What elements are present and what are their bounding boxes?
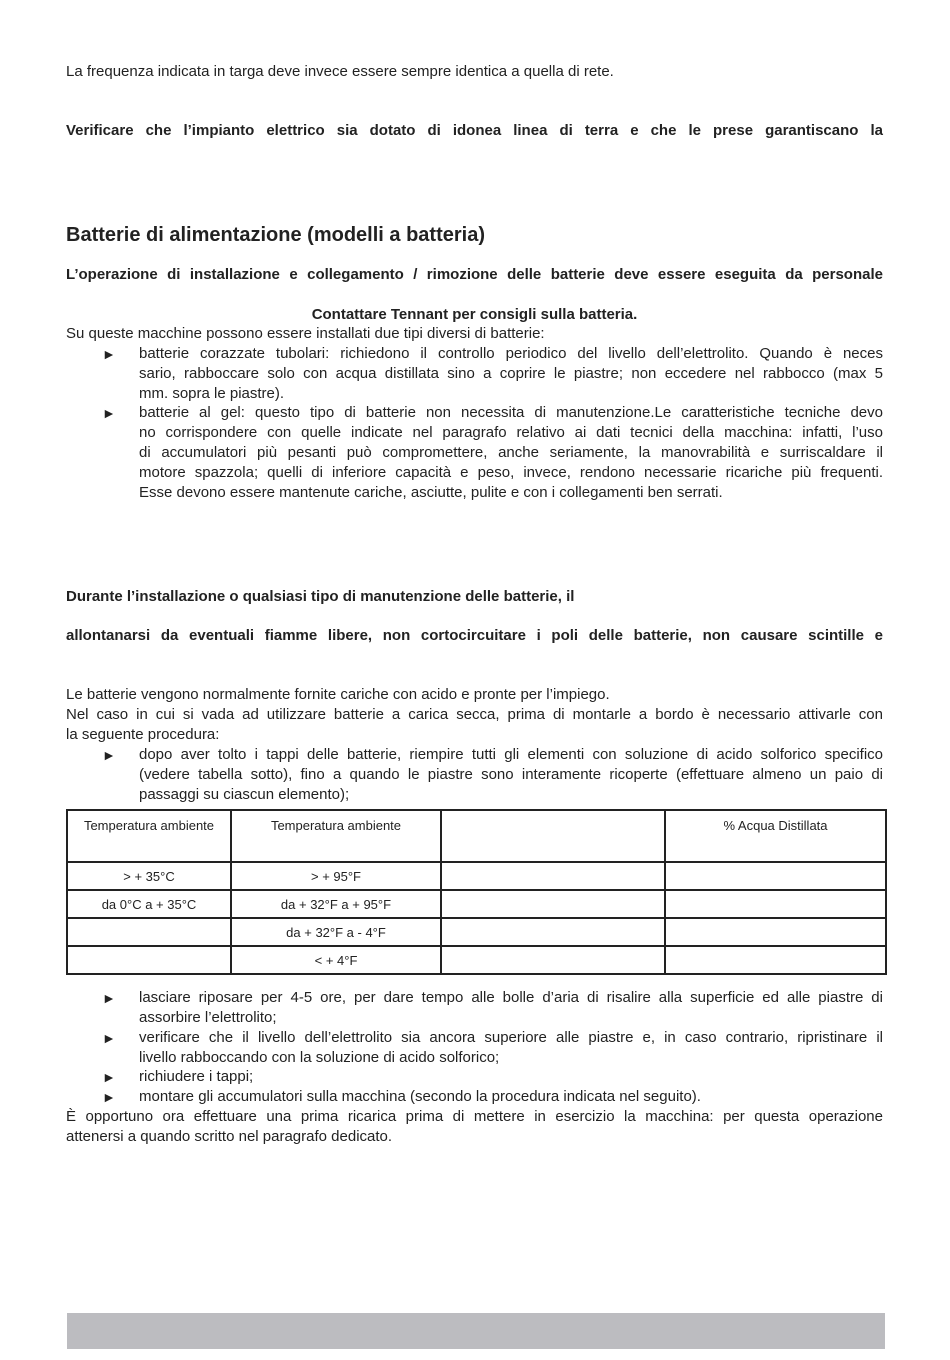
list-item <box>139 988 883 1028</box>
table-cell <box>665 946 886 974</box>
list-item <box>139 1087 883 1107</box>
bullet-icon: ► <box>102 990 116 1006</box>
footer-bar <box>67 1313 885 1349</box>
list-item <box>139 344 883 404</box>
table-cell <box>441 918 665 946</box>
table-cell <box>665 890 886 918</box>
table-cell <box>665 918 886 946</box>
list-item <box>139 745 883 805</box>
table-header-cell: Temperatura ambiente <box>67 810 231 862</box>
table-row <box>67 862 886 890</box>
list-item-line: passaggi su ciascun elemento); <box>139 786 350 803</box>
list-item-line: di accumulatori più pesanti può compromettere, anche seriamente, la manovrabilità e surriscaldare il <box>139 444 883 461</box>
paragraph-first-charge-cont: attenersi a quando scritto nel paragrafo dedicato. <box>66 1128 393 1145</box>
list-item-line: verificare che il livello dell’elettrolito sia ancora superiore alle piastre e, in caso contrario, ripristinare il <box>139 1029 883 1046</box>
paragraph-first-charge: È opportuno ora effettuare una prima ricarica prima di mettere in esercizio la macchina: per questa operazione <box>66 1108 883 1125</box>
table-cell <box>67 918 231 946</box>
paragraph-supplied-charged: Le batterie vengono normalmente fornite cariche con acido e pronte per l’impiego. <box>66 686 610 703</box>
list-item-line: richiudere i tappi; <box>139 1068 254 1085</box>
table-cell <box>441 946 665 974</box>
bullet-icon: ► <box>102 1089 116 1105</box>
paragraph-installation-staff: L’operazione di installazione e collegamento / rimozione delle batterie deve essere eseguita da personale <box>66 266 883 283</box>
bullet-icon: ► <box>102 1030 116 1046</box>
table-cell: > + 95°F <box>231 862 441 890</box>
table-cell <box>665 862 886 890</box>
list-item-line: sario, rabboccare solo con acqua distillata sino a coprire le piastre; non eccedere nel rabbocco (max 5 <box>139 365 883 382</box>
list-item <box>139 1028 883 1068</box>
table-cell <box>441 890 665 918</box>
list-item-line: mm. sopra le piastre). <box>139 385 285 402</box>
table-cell: da 0°C a + 35°C <box>67 890 231 918</box>
table-row <box>67 946 886 974</box>
bullet-icon: ► <box>102 747 116 763</box>
warning-line-1: Durante l’installazione o qualsiasi tipo di manutenzione delle batterie, il <box>66 588 575 605</box>
table-cell: > + 35°C <box>67 862 231 890</box>
paragraph-frequency: La frequenza indicata in targa deve invece essere sempre identica a quella di rete. <box>66 63 614 80</box>
list-item-line: livello rabboccando con la soluzione di acido solforico; <box>139 1049 500 1066</box>
bullet-icon: ► <box>102 405 116 421</box>
table-cell <box>67 946 231 974</box>
list-item <box>139 403 883 503</box>
list-item-line: (vedere tabella sotto), fino a quando le piastre sono interamente ricoperte (effettuare almeno un paio di <box>139 766 883 783</box>
battery-types-intro: Su queste macchine possono essere installati due tipi diversi di batterie: <box>66 325 545 342</box>
bullet-icon: ► <box>102 1069 116 1085</box>
list-item-line: batterie corazzate tubolari: richiedono il controllo periodico del livello dell’elettrolito. Quando è neces <box>139 345 883 362</box>
list-item-line: batterie al gel: questo tipo di batterie non necessita di manutenzione.Le caratteristiche tecniche devo <box>139 404 883 421</box>
table-row <box>67 918 886 946</box>
table-cell: da + 32°F a + 95°F <box>231 890 441 918</box>
table-cell <box>441 862 665 890</box>
paragraph-ground-line: Verificare che l’impianto elettrico sia dotato di idonea linea di terra e che le prese garantiscano la <box>66 122 883 139</box>
paragraph-dry-charge-cont: la seguente procedura: <box>66 726 220 743</box>
list-item-line: assorbire l’elettrolito; <box>139 1009 277 1026</box>
table-cell: da + 32°F a - 4°F <box>231 918 441 946</box>
table-header-cell: % Acqua Distillata <box>665 810 886 862</box>
contact-note: Contattare Tennant per consigli sulla batteria. <box>311 306 638 323</box>
list-item-line: lasciare riposare per 4-5 ore, per dare tempo alle bolle d’aria di risalire alla superficie ed alle piastre di <box>139 989 883 1006</box>
acid-solution-table <box>66 809 887 975</box>
table-row <box>67 890 886 918</box>
table-header-cell <box>441 810 665 862</box>
table-header-cell: Temperatura ambiente <box>231 810 441 862</box>
list-item-line: motore spazzola; quelli di inferiore capacità e peso, invece, rendono necessarie ricariche più frequenti. <box>139 464 883 481</box>
warning-line-2: allontanarsi da eventuali fiamme libere, non cortocircuitare i poli delle batterie, non causare scintille e <box>66 627 883 644</box>
bullet-icon: ► <box>102 346 116 362</box>
table-header-row <box>67 810 886 862</box>
list-item <box>139 1067 883 1087</box>
table-cell: < + 4°F <box>231 946 441 974</box>
list-item-line: Esse devono essere mantenute cariche, asciutte, pulite e con i collegamenti ben serrati. <box>139 484 723 501</box>
paragraph-dry-charge: Nel caso in cui si vada ad utilizzare batterie a carica secca, prima di montarle a bordo è necessario attivarle con <box>66 706 883 723</box>
section-heading: Batterie di alimentazione (modelli a batteria) <box>66 224 485 246</box>
list-item-line: no corrispondere con quelle indicate nel paragrafo relativo ai dati tecnici della macchina: infatti, l’uso <box>139 424 883 441</box>
list-item-line: dopo aver tolto i tappi delle batterie, riempire tutti gli elementi con soluzione di acido solforico specifico <box>139 746 883 763</box>
list-item-line: montare gli accumulatori sulla macchina (secondo la procedura indicata nel seguito). <box>139 1088 701 1105</box>
